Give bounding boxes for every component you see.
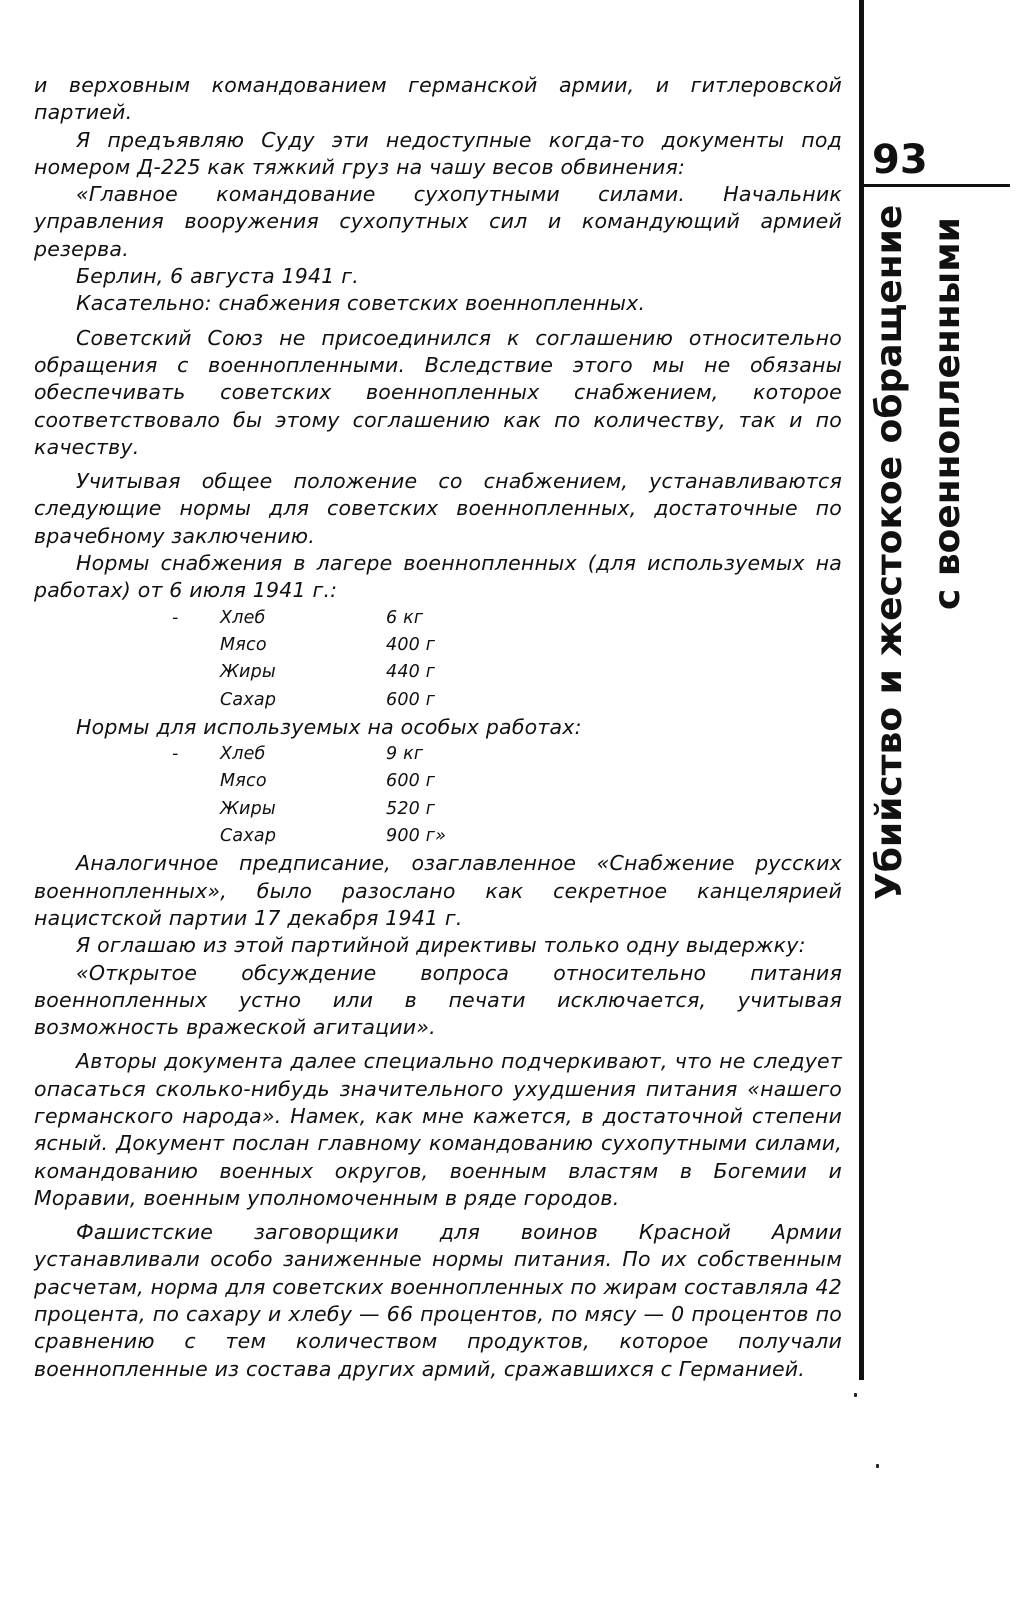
norm-qty: 9 кг <box>386 744 424 765</box>
norm-item: Жиры <box>220 798 276 819</box>
norm-dash: - <box>172 607 179 628</box>
norm-item: Сахар <box>220 689 277 710</box>
margin-rule <box>859 0 864 1380</box>
quote-header: «Главное командование сухопутными силами. Начальник управления вооружения сухопутных сил и командующий армией резерва. <box>34 182 842 261</box>
quote-paragraph-norms-intro: Учитывая общее положение со снабжением, устанавливаются следующие нормы для советских военнопленных, достаточные по врачебному заключению. <box>34 469 842 548</box>
page-number: 93 <box>872 137 928 183</box>
norm-qty: 900 г» <box>386 826 447 847</box>
running-head-line-2: с военнопленными <box>927 217 968 610</box>
norm-row <box>34 605 842 632</box>
norm-qty: 600 г <box>386 689 436 710</box>
norm-row <box>34 659 842 686</box>
norm-item: Сахар <box>220 826 277 847</box>
regular-norms-table <box>34 605 842 714</box>
paragraph-excerpt-quote: «Открытое обсуждение вопроса относительно питания военнопленных устно или в печати исключается, учитывая возможность вражеской агитации». <box>34 960 842 1040</box>
main-text <box>34 72 842 1383</box>
norm-qty: 600 г <box>386 771 436 792</box>
paragraph-conspirators: Фашистские заговорщики для воинов Красной Армии устанавливали особо заниженные нормы питания. По их собственным расчетам, норма для советских военнопленных по жирам составляла 42 процента, по сахару и хлебу — 66 процентов, по мясу — 0 процентов по сравнению с тем количеством продуктов, которое получали военнопленные из состава других армий, сражавшихся с Германией. <box>34 1220 842 1381</box>
norm-item: Мясо <box>220 634 267 655</box>
quote-date: Берлин, 6 августа 1941 г. <box>76 264 359 289</box>
print-speck <box>854 1393 857 1397</box>
norm-row <box>34 796 842 823</box>
running-head <box>868 204 1018 900</box>
quote-subject: Касательно: снабжения советских военнопленных. <box>76 291 646 316</box>
norm-item: Хлеб <box>220 744 266 765</box>
paragraph-authors: Авторы документа далее специально подчеркивают, что не следует опасаться сколько-нибудь значительного ухудшения питания «нашего германского народа». Намек, как мне кажется, в достаточной степени ясный. Документ послан главному командованию сухопутными силами, командованию военных округов, военным властям в Богемии и Моравии, военным уполномоченным в ряде городов. <box>34 1049 842 1210</box>
norm-item: Мясо <box>220 771 267 792</box>
regular-norms-heading: Нормы снабжения в лагере военнопленных (для используемых на работах) от 6 июля 1941 г.: <box>34 551 842 603</box>
print-speck <box>876 1464 879 1468</box>
norm-item: Жиры <box>220 662 276 683</box>
norm-qty: 520 г <box>386 798 436 819</box>
running-head-line-1: Убийство и жестокое обращение <box>869 204 910 900</box>
norm-row <box>34 632 842 659</box>
special-norms-table <box>34 741 842 850</box>
special-norms-heading: Нормы для используемых на особых работах: <box>76 714 582 739</box>
norm-row <box>34 823 842 850</box>
norm-row <box>34 687 842 714</box>
norm-qty: 440 г <box>386 662 436 683</box>
paragraph-presentation: Я предъявляю Суду эти недоступные когда-то документы под номером Д-225 как тяжкий груз на чашу весов обвинения: <box>34 127 842 179</box>
paragraph-continuation: и верховным командованием германской армии, и гитлеровской партией. <box>34 73 842 125</box>
norm-row <box>34 768 842 795</box>
norm-dash: - <box>172 744 179 765</box>
paragraph-excerpt-intro: Я оглашаю из этой партийной директивы только одну выдержку: <box>76 933 806 958</box>
norm-row <box>34 741 842 768</box>
quote-paragraph-convention: Советский Союз не присоединился к соглашению относительно обращения с военнопленными. Вследствие этого мы не обязаны обеспечивать советских военнопленных снабжением, которое соответствовало бы этому соглашению как по количеству, так и по качеству. <box>34 325 842 459</box>
norm-qty: 6 кг <box>386 607 424 628</box>
paragraph-similar-order: Аналогичное предписание, озаглавленное «Снабжение русских военнопленных», было разослано как секретное канцелярией нацистской партии 17 декабря 1941 г. <box>34 851 842 930</box>
page-number-rule <box>864 184 1010 187</box>
norm-qty: 400 г <box>386 634 436 655</box>
norm-item: Хлеб <box>220 607 266 628</box>
